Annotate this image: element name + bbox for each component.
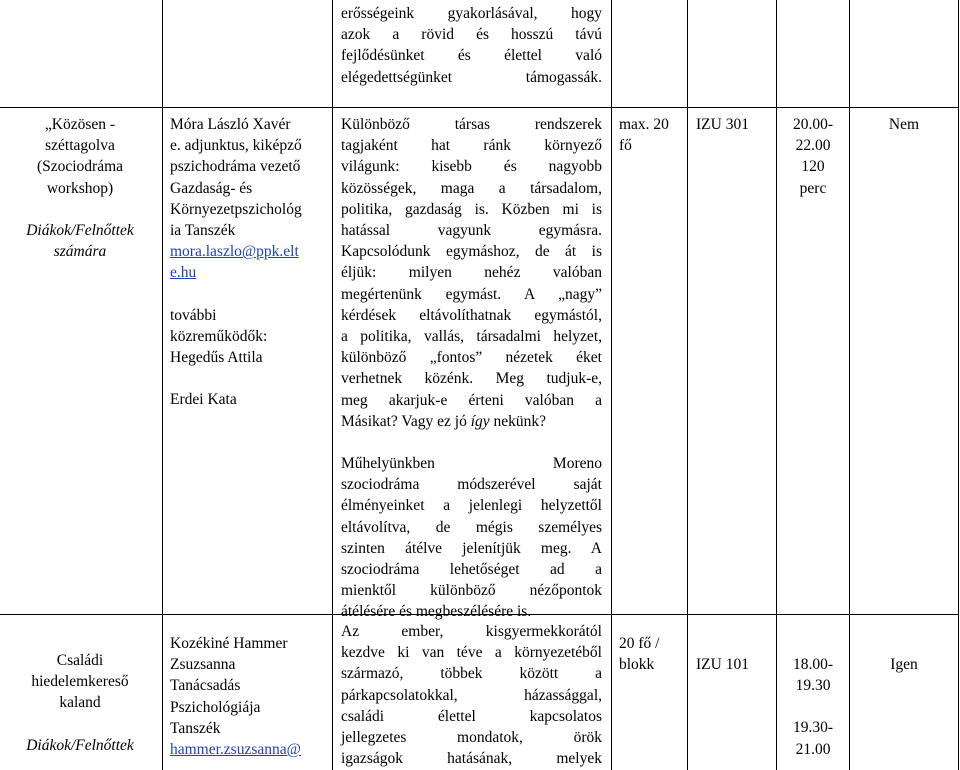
organizer-role: e. adjunktus, kiképző bbox=[170, 137, 302, 155]
text-line: meg akarjuk-e érteni valóban a bbox=[341, 391, 602, 409]
organizer-email-link[interactable]: mora.laszlo@ppk.elt bbox=[170, 243, 299, 261]
grid-line bbox=[611, 0, 612, 770]
row1-description-cell bbox=[341, 114, 602, 623]
text-line: fejlődésünket és élettel való bbox=[341, 47, 602, 65]
row2-title-line: hiedelemkereső bbox=[31, 673, 129, 691]
text-line: Műhelyünkben Moreno bbox=[341, 455, 602, 473]
organizer-role: Környezetpszichológ bbox=[170, 200, 302, 218]
text-line: világunk: kisebb és nagyobb bbox=[341, 158, 602, 176]
text-line: Az ember, kisgyermekkorától bbox=[341, 623, 602, 640]
contributors-label: közreműködők: bbox=[170, 327, 268, 345]
organizer-role: pszichodráma vezető bbox=[170, 158, 301, 176]
grid-line bbox=[849, 0, 850, 770]
text-line: szociodráma lehetőséget ad a bbox=[341, 561, 602, 579]
text-line: igazságok hatásának, melyek bbox=[341, 750, 602, 768]
text-line: átélésére és megbeszélésére is. bbox=[341, 603, 532, 621]
grid-line bbox=[0, 107, 959, 108]
top-description bbox=[341, 3, 602, 88]
time-text: 19.30- bbox=[792, 719, 834, 737]
row1-time-cell bbox=[780, 114, 846, 199]
capacity-text: blokk bbox=[619, 656, 655, 674]
time-text bbox=[780, 696, 846, 717]
row1-organizer-cell bbox=[170, 114, 330, 410]
row2-description-cell bbox=[341, 621, 602, 769]
grid-line bbox=[776, 0, 777, 770]
text-line: a politika, vallás, társadalmi helyzet, bbox=[341, 328, 602, 346]
organizer-line: Zsuzsanna bbox=[170, 656, 236, 674]
time-text: perc bbox=[799, 179, 827, 197]
text-line: verhetnek közénk. Meg tudjuk-e, bbox=[341, 370, 602, 388]
room-text: IZU 101 bbox=[696, 656, 749, 673]
organizer-role: ia Tanszék bbox=[170, 222, 236, 240]
row2-capacity-cell bbox=[619, 633, 685, 675]
capacity-text: fő bbox=[619, 137, 632, 155]
time-text: 120 bbox=[801, 158, 825, 176]
text-line: szociodráma módszerével saját bbox=[341, 476, 602, 494]
row2-answer-cell bbox=[852, 654, 956, 675]
organizer-email-link[interactable]: hammer.zsuzsanna@ bbox=[170, 741, 301, 759]
text-line: közösségek, maga a társadalom, bbox=[341, 179, 602, 197]
text-line: éljük: milyen nehéz valóban bbox=[341, 264, 602, 282]
text-line: hatással vagyunk egymásra. bbox=[341, 222, 602, 240]
organizer-role: Gazdaság- és bbox=[170, 179, 253, 197]
text-line: Kapcsolódunk egymáshoz, de át is bbox=[341, 243, 602, 261]
text-line: erősségeink gyakorlásával, hogy bbox=[341, 5, 602, 22]
time-text: 22.00 bbox=[795, 137, 831, 155]
contributor-name: Erdei Kata bbox=[170, 391, 237, 409]
capacity-text: max. 20 bbox=[619, 116, 669, 133]
organizer-name: Móra László Xavér bbox=[170, 116, 291, 133]
answer-text: Nem bbox=[888, 116, 920, 133]
text-line: Különböző társas rendszerek bbox=[341, 116, 602, 133]
organizer-line: Tanácsadás bbox=[170, 677, 241, 695]
text-line: párkapcsolatokkal, házassággal, bbox=[341, 686, 602, 704]
time-text: 18.00- bbox=[792, 656, 834, 673]
text-line: származó, többek között a bbox=[341, 665, 602, 683]
row2-room-cell bbox=[696, 654, 774, 675]
row2-title-cell bbox=[2, 650, 158, 756]
text-line: kérdések eltávolíthatnak egymástól, bbox=[341, 306, 602, 324]
text-fragment: nekünk? bbox=[489, 412, 547, 430]
text-line bbox=[341, 411, 602, 432]
row1-title-cell bbox=[2, 114, 158, 262]
text-line: családi élettel kapcsolatos bbox=[341, 707, 602, 725]
row2-title-line: Családi bbox=[56, 652, 104, 669]
text-fragment: Másikat? Vagy ez jó bbox=[341, 412, 471, 430]
room-text: IZU 301 bbox=[696, 116, 749, 133]
row1-title-line: workshop) bbox=[46, 179, 114, 197]
grid-line bbox=[687, 0, 688, 770]
row1-title-line: „Közösen - bbox=[44, 116, 116, 133]
contributor-name: Hegedűs Attila bbox=[170, 349, 263, 367]
time-text: 20.00- bbox=[792, 116, 834, 133]
row2-title-line: kaland bbox=[59, 694, 101, 712]
grid-line bbox=[162, 0, 163, 770]
row2-organizer-cell bbox=[170, 633, 330, 760]
row2-audience: Diákok/Felnőttek bbox=[26, 736, 134, 754]
row1-audience: számára bbox=[53, 243, 107, 261]
row1-answer-cell bbox=[852, 114, 956, 135]
time-text: 21.00 bbox=[795, 740, 831, 758]
text-line: politika, gazdaság is. Közben mi is bbox=[341, 200, 602, 218]
row1-title-line: (Szociodráma bbox=[36, 158, 124, 176]
organizer-line: Kozékiné Hammer bbox=[170, 635, 288, 652]
text-line: azok a rövid és hosszú távú bbox=[341, 26, 602, 44]
capacity-text: 20 fő / bbox=[619, 635, 660, 652]
grid-line bbox=[332, 0, 333, 770]
text-fragment-italic: így bbox=[470, 412, 490, 430]
row1-capacity-cell bbox=[619, 114, 685, 156]
organizer-line: Pszichológiája bbox=[170, 698, 261, 716]
text-line: eltávolítva, de mégis személyes bbox=[341, 518, 602, 536]
organizer-email-link[interactable]: e.hu bbox=[170, 264, 197, 282]
text-line: elégedettségünket támogassák. bbox=[341, 68, 602, 86]
row1-title-line: széttagolva bbox=[45, 137, 115, 155]
organizer-line: Tanszék bbox=[170, 719, 221, 737]
row2-time-cell bbox=[780, 654, 846, 760]
text-line: szinten átélve jelenítjük meg. A bbox=[341, 539, 602, 557]
grid-line bbox=[958, 0, 959, 770]
time-text: 19.30 bbox=[795, 677, 831, 695]
text-line: mienktől különböző nézőpontok bbox=[341, 582, 602, 600]
text-line: különböző „fontos” nézetek éket bbox=[341, 349, 602, 367]
answer-text: Igen bbox=[890, 656, 918, 673]
contributors-label: további bbox=[170, 306, 217, 324]
row1-audience: Diákok/Felnőttek bbox=[26, 221, 134, 239]
row1-room-cell bbox=[696, 114, 774, 135]
text-line: megértenünk egymást. A „nagy” bbox=[341, 285, 602, 303]
text-line: tagjaként hat ránk környező bbox=[341, 137, 602, 155]
text-line: élményeinket a jelenlegi helyzettől bbox=[341, 497, 602, 515]
text-line: kezdve ki van téve a környezetéből bbox=[341, 644, 602, 662]
text-line: jellegzetes mondatok, örök bbox=[341, 729, 602, 747]
